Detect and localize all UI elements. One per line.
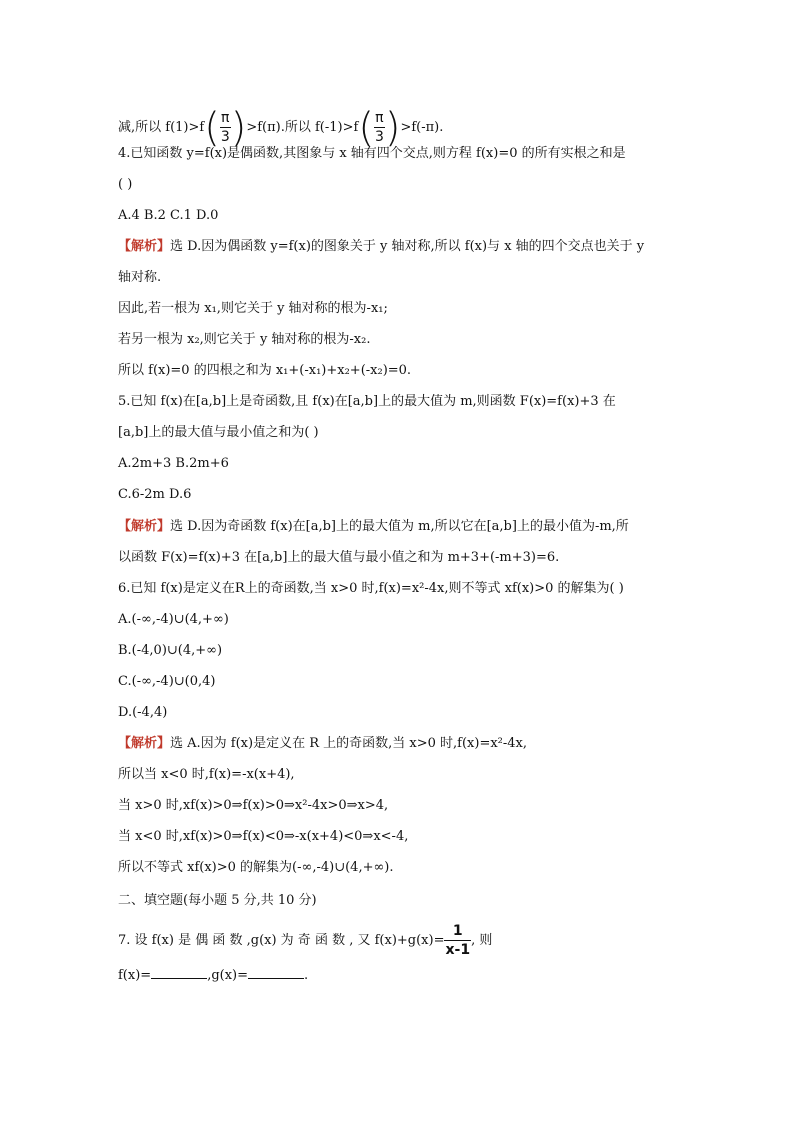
answer-blank-g[interactable] [248, 966, 304, 979]
question-6: 6.已知 f(x)是定义在R上的奇函数,当 x>0 时,f(x)=x²-4x,则不等式 xf(x)>0 的解集为( ) [118, 581, 624, 596]
left-paren: ( [358, 104, 374, 151]
right-paren: ) [230, 104, 247, 151]
section-heading-fill-in: 二、填空题(每小题 5 分,共 10 分) [118, 893, 317, 908]
left-paren: ( [204, 104, 220, 151]
numerator: π [375, 110, 384, 126]
question-4: 4.已知函数 y=f(x)是偶函数,其图象与 x 轴有四个交点,则方程 f(x)=0 的所有实根之和是 [118, 146, 626, 161]
question-5-options-2: C.6-2m D.6 [118, 487, 192, 502]
question-6-option-a: A.(-∞,-4)∪(4,+∞) [118, 612, 229, 627]
question-6-option-c: C.(-∞,-4)∪(0,4) [118, 674, 216, 689]
analysis-4-line-4: 若另一根为 x₂,则它关于 y 轴对称的根为-x₂. [118, 332, 371, 347]
analysis-tag: 【解析】 [118, 736, 171, 751]
analysis-6-line-3: 当 x>0 时,xf(x)>0⇒f(x)>0⇒x²-4x>0⇒x>4, [118, 798, 389, 813]
text: >f(-π). [400, 120, 444, 135]
text: 7. 设 f(x) 是 偶 函 数 ,g(x) 为 奇 函 数 , 又 f(x)+g(x)= [118, 933, 445, 948]
fraction-pi-3 [220, 109, 231, 146]
question-4-options: A.4 B.2 C.1 D.0 [118, 208, 219, 223]
question-7-line-1 [118, 922, 492, 959]
analysis-5-line-1 [118, 518, 629, 536]
analysis-6-line-1 [118, 735, 527, 753]
question-5-options-1: A.2m+3 B.2m+6 [118, 456, 229, 471]
question-4-answer-blank: ( ) [118, 177, 133, 192]
analysis-tag: 【解析】 [118, 239, 171, 254]
text: , 则 [471, 933, 493, 948]
question-7-line-2 [118, 966, 308, 985]
text: 减,所以 f(1)>f [118, 120, 205, 135]
fraction-pi-3 [374, 109, 385, 146]
analysis-6-line-2: 所以当 x<0 时,f(x)=-x(x+4), [118, 767, 295, 782]
analysis-4-line-5: 所以 f(x)=0 的四根之和为 x₁+(-x₁)+x₂+(-x₂)=0. [118, 363, 412, 378]
analysis-4-line-1 [118, 238, 644, 256]
analysis-4-line-3: 因此,若一根为 x₁,则它关于 y 轴对称的根为-x₁; [118, 301, 388, 316]
text: 选 A.因为 f(x)是定义在 R 上的奇函数,当 x>0 时,f(x)=x²-4x, [170, 736, 528, 751]
numerator: 1 [444, 922, 471, 941]
denominator: x-1 [445, 942, 471, 958]
numerator: π [221, 110, 230, 126]
question-6-option-d: D.(-4,4) [118, 705, 168, 720]
right-paren: ) [384, 104, 401, 151]
analysis-6-line-5: 所以不等式 xf(x)>0 的解集为(-∞,-4)∪(4,+∞). [118, 860, 394, 875]
answer-blank-f[interactable] [151, 966, 207, 979]
text: >f(π).所以 f(-1)>f [246, 120, 359, 135]
question-6-option-b: B.(-4,0)∪(4,+∞) [118, 643, 223, 658]
denominator: 3 [374, 129, 384, 145]
text: . [304, 968, 309, 983]
analysis-5-line-2: 以函数 F(x)=f(x)+3 在[a,b]上的最大值与最小值之和为 m+3+(-m+3)=6. [118, 550, 560, 565]
text: f(x)= [118, 968, 152, 983]
denominator: 3 [220, 129, 230, 145]
analysis-tag: 【解析】 [118, 519, 171, 534]
text: 选 D.因为奇函数 f(x)在[a,b]上的最大值为 m,所以它在[a,b]上的最小值为-m,所 [170, 519, 629, 534]
text: ,g(x)= [207, 968, 249, 983]
analysis-4-line-2: 轴对称. [118, 270, 162, 285]
analysis-6-line-4: 当 x<0 时,xf(x)>0⇒f(x)<0⇒-x(x+4)<0⇒x<-4, [118, 829, 409, 844]
question-5-line-2: [a,b]上的最大值与最小值之和为( ) [118, 425, 319, 440]
text: 选 D.因为偶函数 y=f(x)的图象关于 y 轴对称,所以 f(x)与 x 轴的四个交点也关于 y [170, 239, 645, 254]
fraction-1-over-x-minus-1 [444, 922, 471, 959]
question-5-line-1: 5.已知 f(x)在[a,b]上是奇函数,且 f(x)在[a,b]上的最大值为 m,则函数 F(x)=f(x)+3 在 [118, 394, 616, 409]
